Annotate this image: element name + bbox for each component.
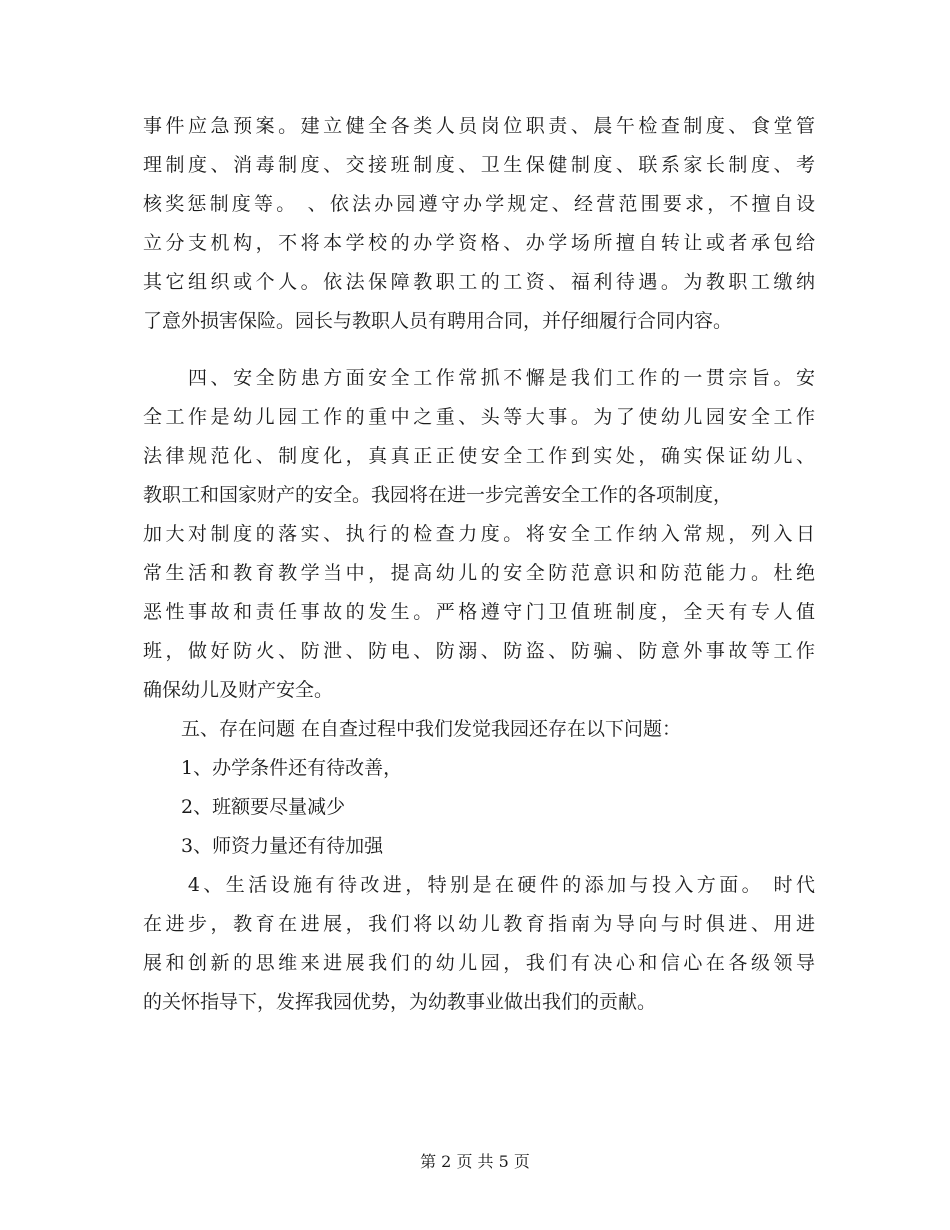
- text-line: 四、安全防患方面安全工作常抓不懈是我们工作的一贯宗旨。安: [143, 367, 815, 389]
- list-item: 1、办学条件还有待改善，: [143, 757, 403, 779]
- text-line: 展和创新的思维来进展我们的幼儿园，我们有决心和信心在各级领导: [143, 952, 815, 974]
- text-line: 核奖惩制度等。 、依法办园遵守办学规定、经营范围要求，不擅自设: [143, 193, 815, 215]
- text-line: 事件应急预案。建立健全各类人员岗位职责、晨午检查制度、食堂管: [143, 115, 815, 137]
- text-line: 了意外损害保险。园长与教职人员有聘用合同，并仔细履行合同内容。: [143, 310, 733, 332]
- list-item: 4、生活设施有待改进，特别是在硬件的添加与投入方面。 时代: [143, 874, 815, 896]
- text-line: 其它组织或个人。依法保障教职工的工资、福利待遇。为教职工缴纳: [143, 271, 815, 293]
- text-line: 全工作是幼儿园工作的重中之重、头等大事。为了使幼儿园安全工作: [143, 406, 815, 428]
- list-item: 2、班额要尽量减少: [143, 796, 346, 818]
- text-line: 恶性事故和责任事故的发生。严格遵守门卫值班制度，全天有专人值: [143, 601, 815, 623]
- text-line: 在进步，教育在进展，我们将以幼儿教育指南为导向与时俱进、用进: [143, 913, 815, 935]
- text-line: 加大对制度的落实、执行的检查力度。将安全工作纳入常规，列入日: [143, 523, 815, 545]
- text-line: 确保幼儿及财产安全。: [143, 679, 334, 701]
- document-body: [143, 107, 815, 1022]
- text-line: 常生活和教育教学当中，提高幼儿的安全防范意识和防范能力。杜绝: [143, 562, 815, 584]
- text-line: 教职工和国家财产的安全。我园将在进一步完善安全工作的各项制度，: [143, 484, 733, 506]
- text-line: 的关怀指导下，发挥我园优势，为幼教事业做出我们的贡献。: [143, 991, 657, 1013]
- text-line: 理制度、消毒制度、交接班制度、卫生保健制度、联系家长制度、考: [143, 154, 815, 176]
- text-line: 班，做好防火、防泄、防电、防溺、防盗、防骗、防意外事故等工作: [143, 640, 815, 662]
- paragraph-gap: [143, 341, 815, 359]
- text-line: 立分支机构，不将本学校的办学资格、办学场所擅自转让或者承包给: [143, 232, 815, 254]
- text-line: 法律规范化、制度化，真真正正使安全工作到实处，确实保证幼儿、: [143, 445, 815, 467]
- page-number-footer: 第 2 页 共 5 页: [420, 1152, 530, 1171]
- list-item: 3、师资力量还有待加强: [143, 835, 384, 857]
- section-heading-issues: 五、存在问题 在自查过程中我们发觉我园还存在以下问题：: [143, 718, 682, 740]
